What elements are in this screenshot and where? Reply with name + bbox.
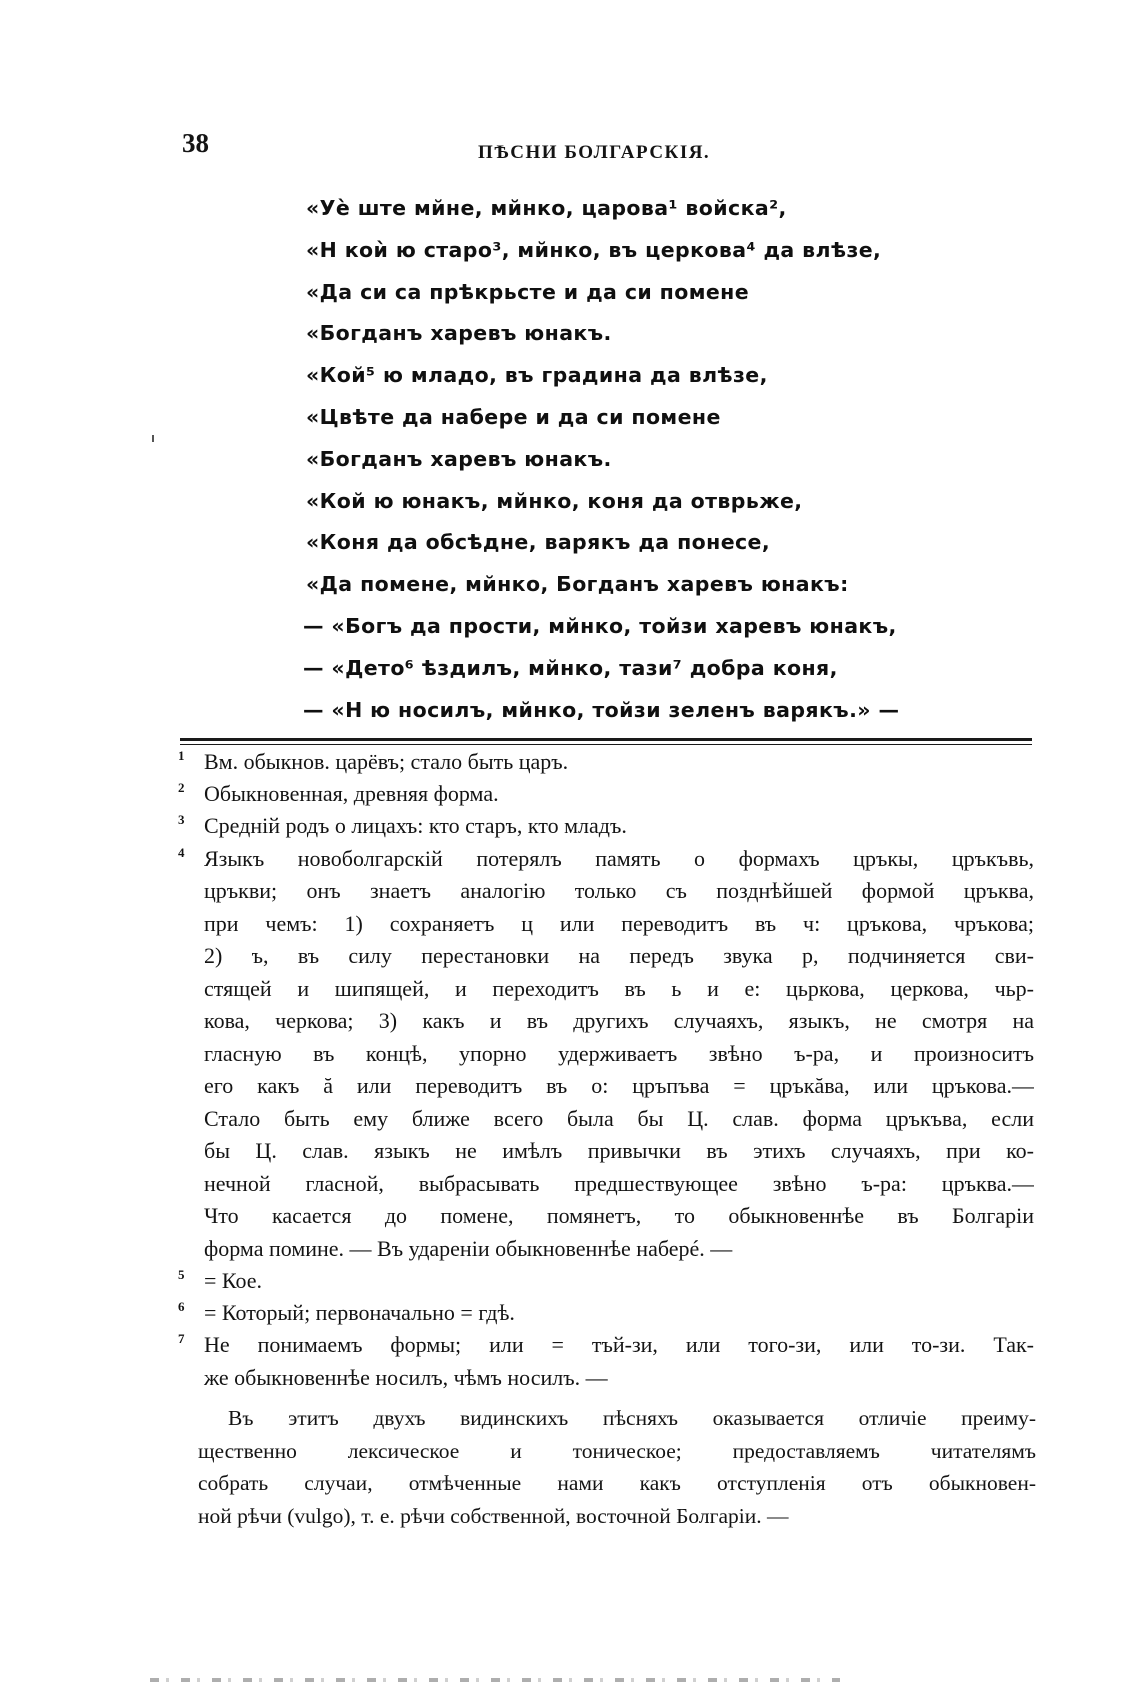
footnote	[176, 1329, 1034, 1393]
footnote-mark: 7	[178, 1331, 185, 1347]
scan-noise	[150, 1678, 840, 1682]
footnote-line: гласную въ концѣ, упорно удерживаетъ звѣно ъ-ра, и произноситъ	[204, 1040, 1034, 1066]
footnote-line: Стало быть ему ближе всего была бы Ц. слав. форма цръкъва, если	[204, 1105, 1034, 1131]
footnote	[176, 810, 1034, 842]
footnote	[176, 746, 1034, 778]
footnotes	[176, 746, 1034, 1394]
footnote-separator-thin	[180, 744, 1032, 745]
paragraph-line: щественно лексическое и тоническое; предоставляемъ читателямъ	[198, 1438, 1036, 1463]
footnote-line: Что касается до помене, помянетъ, то обыкновеннѣе въ Болгарiи	[204, 1203, 1034, 1229]
verse-line: «Богданъ харевъ юнакъ.	[306, 321, 612, 346]
footnote-line: Обыкновенная, древняя форма.	[204, 781, 499, 807]
footnote-line: = Который; первоначально = гдѣ.	[204, 1300, 515, 1326]
footnote-separator	[180, 738, 1032, 741]
footnote-mark: 2	[178, 780, 185, 796]
footnote-line: стящей и шипящей, и переходитъ въ ь и е: цьркова, церкова, чьр-	[204, 975, 1034, 1001]
verse-line: — «Н ю носилъ, мйнко, тойзи зеленъ варякъ.» —	[303, 697, 900, 722]
paragraph-line: Въ этитъ двухъ видинскихъ пѣсняхъ оказывается отличiе преиму-	[228, 1406, 1036, 1430]
footnote-line: 2) ъ, въ силу перестановки на передъ звука р, подчиняется сви-	[204, 943, 1034, 969]
footnote-mark: 4	[178, 844, 185, 860]
verse-line: «Кой ю юнакъ, мйнко, коня да отврьже,	[306, 488, 803, 513]
footnote-line: нечной гласной, выбрасывать предшествующее звѣно ъ-ра: цръква.—	[204, 1170, 1034, 1196]
verse-line: «Уѐ ште мйне, мйнко, царова¹ войска²,	[306, 196, 787, 220]
verse-line: «Коня да обсѣдне, варякъ да понесе,	[306, 530, 771, 555]
paragraph-line: собрать случаи, отмѣченные нами какъ отступленiя отъ обыкновен-	[198, 1471, 1036, 1496]
footnote	[176, 778, 1034, 810]
song-verse	[303, 188, 1046, 731]
footnote-mark: 6	[178, 1299, 185, 1315]
footnote-line: Среднiй родъ о лицахъ: кто старъ, кто младъ.	[204, 813, 627, 839]
verse-line: «Цвѣте да набере и да си помене	[306, 404, 721, 429]
footnote-line: Вм. обыкнов. царёвъ; стало быть царъ.	[204, 749, 569, 774]
verse-line: «Богданъ харевъ юнакъ.	[306, 446, 612, 471]
page-number: 38	[182, 128, 209, 158]
footnote-line: Не понимаемъ формы; или = тъй-зи, или того-зи, или то-зи. Так-	[204, 1332, 1034, 1358]
footnote-line: бы Ц. слав. языкъ не имѣлъ привычки въ этихъ случаяхъ, при ко-	[204, 1138, 1034, 1164]
footnote-line: = Кое.	[204, 1268, 263, 1294]
verse-line: «Да помене, мйнко, Богданъ харевъ юнакъ:	[306, 572, 849, 597]
footnote	[176, 843, 1034, 1266]
verse-line: — «Богъ да прости, мйнко, тойзи харевъ юнакъ,	[303, 613, 897, 638]
verse-line: «Кой⁵ ю младо, въ градина да влѣзе,	[306, 363, 768, 388]
afterword-paragraph	[198, 1402, 1036, 1532]
footnote-line: при чемъ: 1) сохраняетъ ц или переводитъ въ ч: цръкова, чръкова;	[204, 910, 1034, 936]
footnote-line: форма помине. — Въ удареніи обыкновеннѣе наберé. —	[204, 1235, 733, 1261]
footnote	[176, 1297, 1034, 1329]
scan-speck	[152, 435, 154, 442]
verse-line: «Н коѝ ю старо³, мйнко, въ церкова⁴ да влѣзе,	[306, 237, 882, 262]
verse-line: — «Дето⁶ ѣздилъ, мйнко, тази⁷ добра коня,	[303, 655, 838, 680]
footnote-mark: 5	[178, 1267, 185, 1283]
footnote-line: его какъ ă или переводитъ въ о: цръпъва = цръкăва, или цръкова.—	[204, 1073, 1034, 1099]
running-head: ПѢСНИ БОЛГАРСКІЯ.	[478, 142, 711, 163]
paragraph-line: ной рѣчи (vulgo), т. е. рѣчи собственной, восточной Болгарiи. —	[198, 1503, 789, 1528]
footnote	[176, 1265, 1034, 1297]
footnote-line: цръкви; онъ знаетъ аналогiю только съ позднѣйшей формой цръква,	[204, 878, 1034, 904]
footnote-mark: 3	[178, 812, 185, 828]
verse-line: «Да си са прѣкрьсте и да си помене	[306, 279, 750, 304]
footnote-line: кова, черкова; 3) какъ и въ другихъ случаяхъ, языкъ, не смотря на	[204, 1008, 1034, 1034]
footnote-line: же обыкновеннѣе носилъ, чѣмъ носилъ. —	[204, 1364, 608, 1390]
footnote-mark: 1	[178, 748, 185, 763]
footnote-line: Языкъ новоболгарскiй потерялъ память о формахъ цръкы, цръкъвь,	[204, 845, 1034, 871]
